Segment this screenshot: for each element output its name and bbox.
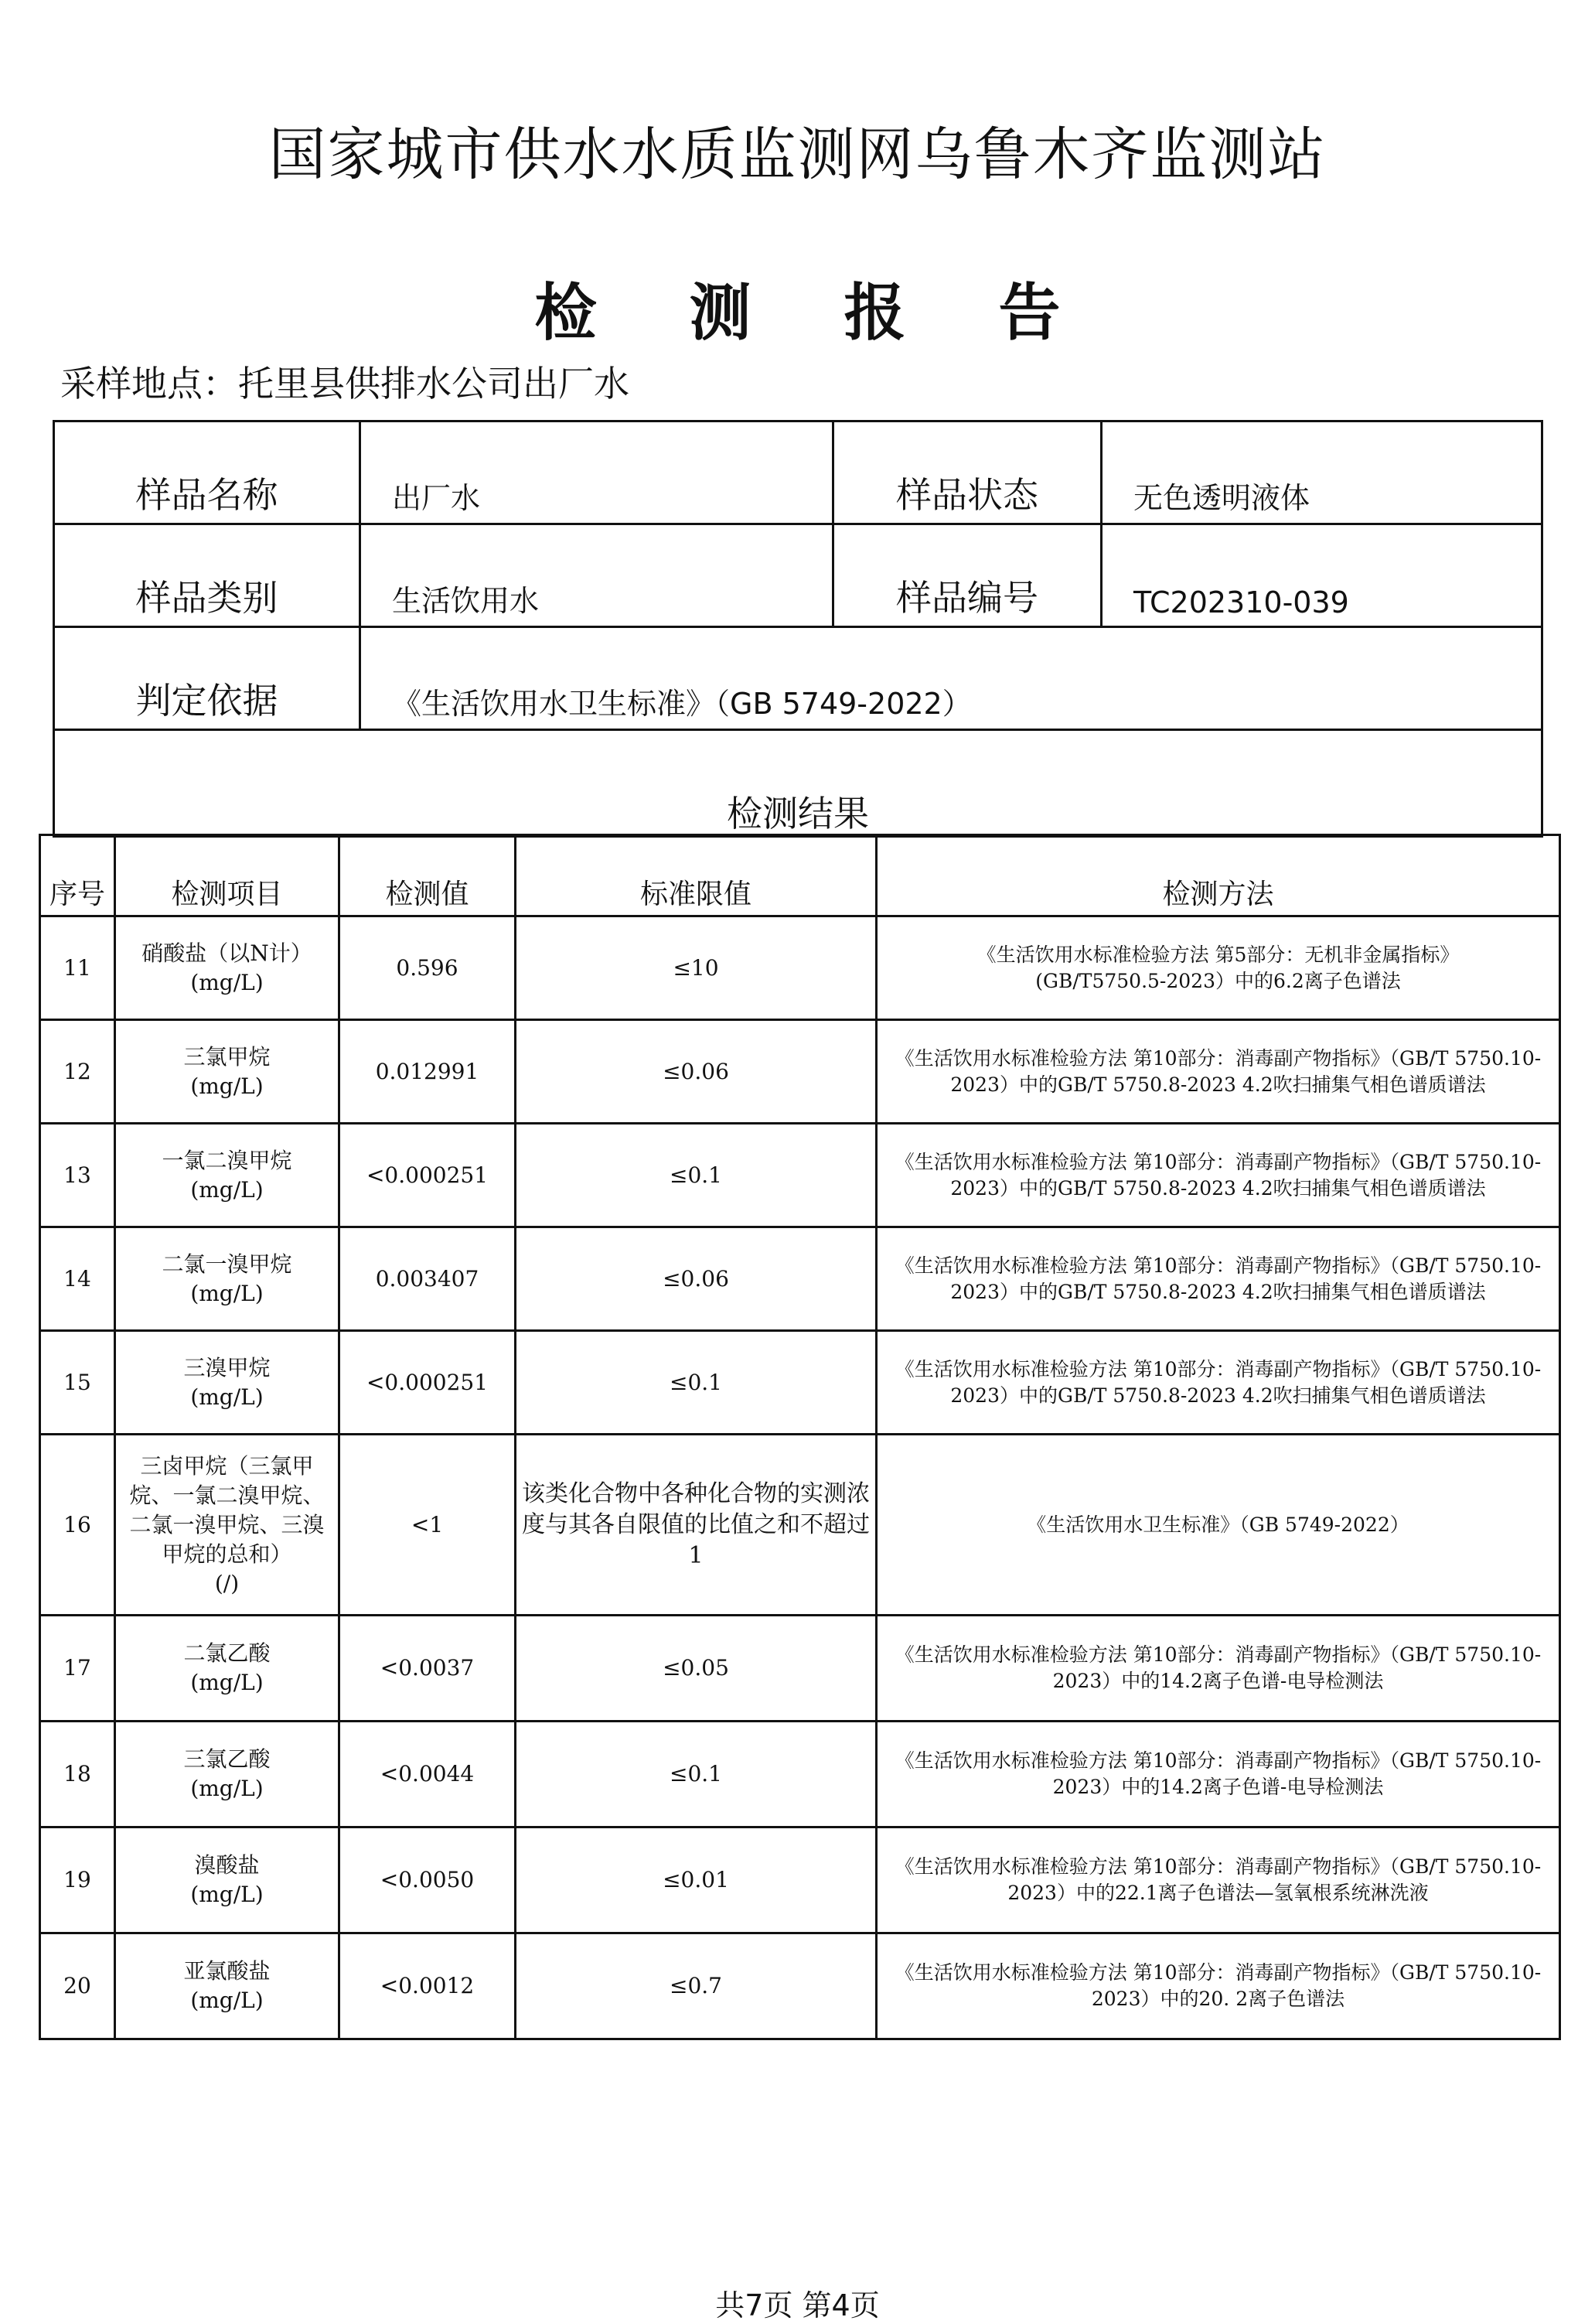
cell-limit: ≤0.06 bbox=[516, 1227, 877, 1331]
report-title: 检测报告 bbox=[534, 277, 1154, 349]
table-row bbox=[40, 1722, 1560, 1827]
sample-info-row-name bbox=[55, 422, 1541, 525]
sample-state-label: 样品状态 bbox=[896, 474, 1038, 516]
cell-method: 《生活饮用水标准检验方法 第10部分：消毒副产物指标》（GB/T 5750.10-2023）中的22.1离子色谱法—氢氧根系统淋洗液 bbox=[877, 1827, 1560, 1933]
results-header-row bbox=[40, 835, 1560, 916]
cell-no: 14 bbox=[40, 1227, 115, 1331]
table-row bbox=[40, 1435, 1560, 1616]
cell-limit: ≤0.7 bbox=[516, 1933, 877, 2039]
cell-no: 13 bbox=[40, 1124, 115, 1227]
page-number: 共7页 第4页 bbox=[715, 2288, 880, 2322]
cell-limit: ≤0.1 bbox=[516, 1722, 877, 1827]
cell-method: 《生活饮用水标准检验方法 第10部分：消毒副产物指标》（GB/T 5750.10-2023）中的20. 2离子色谱法 bbox=[877, 1933, 1560, 2039]
sample-category-value: 生活饮用水 bbox=[392, 584, 540, 618]
org-title: 国家城市供水水质监测网乌鲁木齐监测站 bbox=[268, 121, 1327, 188]
sampling-location: 采样地点：托里县供排水公司出厂水 bbox=[60, 363, 629, 404]
cell-no: 15 bbox=[40, 1331, 115, 1435]
sample-state-value: 无色透明液体 bbox=[1133, 481, 1310, 515]
cell-value: <0.000251 bbox=[339, 1331, 516, 1435]
cell-method: 《生活饮用水标准检验方法 第10部分：消毒副产物指标》（GB/T 5750.10-2023）中的GB/T 5750.8-2023 4.2吹扫捕集气相色谱质谱法 bbox=[877, 1124, 1560, 1227]
cell-value: <0.0037 bbox=[339, 1616, 516, 1722]
cell-method: 《生活饮用水卫生标准》（GB 5749-2022） bbox=[877, 1435, 1560, 1616]
table-row bbox=[40, 916, 1560, 1020]
cell-method: 《生活饮用水标准检验方法 第10部分：消毒副产物指标》（GB/T 5750.10-2023）中的GB/T 5750.8-2023 4.2吹扫捕集气相色谱质谱法 bbox=[877, 1020, 1560, 1124]
cell-item: 三溴甲烷 (mg/L) bbox=[115, 1331, 339, 1435]
cell-value: 0.596 bbox=[339, 916, 516, 1020]
cell-method: 《生活饮用水标准检验方法 第10部分：消毒副产物指标》（GB/T 5750.10-2023）中的GB/T 5750.8-2023 4.2吹扫捕集气相色谱质谱法 bbox=[877, 1331, 1560, 1435]
cell-limit: 该类化合物中各种化合物的实测浓度与其各自限值的比值之和不超过1 bbox=[516, 1435, 877, 1616]
cell-method: 《生活饮用水标准检验方法 第10部分：消毒副产物指标》（GB/T 5750.10-2023）中的14.2离子色谱-电导检测法 bbox=[877, 1616, 1560, 1722]
basis-value: 《生活饮用水卫生标准》（GB 5749-2022） bbox=[392, 687, 972, 721]
table-row bbox=[40, 1227, 1560, 1331]
cell-value: <0.0044 bbox=[339, 1722, 516, 1827]
sample-number-value: TC202310-039 bbox=[1133, 585, 1349, 619]
cell-value: 0.003407 bbox=[339, 1227, 516, 1331]
cell-limit: ≤0.1 bbox=[516, 1331, 877, 1435]
col-header-limit: 标准限值 bbox=[516, 835, 877, 916]
cell-value: <1 bbox=[339, 1435, 516, 1616]
results-table bbox=[39, 834, 1561, 2040]
table-row bbox=[40, 1124, 1560, 1227]
cell-method: 《生活饮用水标准检验方法 第5部分：无机非金属指标》 (GB/T5750.5-2023）中的6.2离子色谱法 bbox=[877, 916, 1560, 1020]
cell-no: 20 bbox=[40, 1933, 115, 2039]
cell-item: 亚氯酸盐 (mg/L) bbox=[115, 1933, 339, 2039]
col-header-value: 检测值 bbox=[339, 835, 516, 916]
cell-value: <0.0012 bbox=[339, 1933, 516, 2039]
sample-category-label: 样品类别 bbox=[135, 577, 278, 619]
cell-item: 一氯二溴甲烷 (mg/L) bbox=[115, 1124, 339, 1227]
table-row bbox=[40, 1020, 1560, 1124]
cell-item: 溴酸盐 (mg/L) bbox=[115, 1827, 339, 1933]
cell-method: 《生活饮用水标准检验方法 第10部分：消毒副产物指标》（GB/T 5750.10-2023）中的14.2离子色谱-电导检测法 bbox=[877, 1722, 1560, 1827]
cell-item: 二氯乙酸 (mg/L) bbox=[115, 1616, 339, 1722]
col-header-item: 检测项目 bbox=[115, 835, 339, 916]
cell-value: <0.0050 bbox=[339, 1827, 516, 1933]
cell-value: 0.012991 bbox=[339, 1020, 516, 1124]
table-row bbox=[40, 1616, 1560, 1722]
cell-no: 18 bbox=[40, 1722, 115, 1827]
cell-method: 《生活饮用水标准检验方法 第10部分：消毒副产物指标》（GB/T 5750.10-2023）中的GB/T 5750.8-2023 4.2吹扫捕集气相色谱质谱法 bbox=[877, 1227, 1560, 1331]
table-row bbox=[40, 1827, 1560, 1933]
sample-number-label: 样品编号 bbox=[896, 577, 1038, 619]
sample-info-grid bbox=[53, 420, 1543, 838]
cell-limit: ≤10 bbox=[516, 916, 877, 1020]
sample-name-value: 出厂水 bbox=[392, 481, 481, 515]
cell-item: 二氯一溴甲烷 (mg/L) bbox=[115, 1227, 339, 1331]
sample-info-row-basis bbox=[55, 628, 1541, 731]
cell-no: 17 bbox=[40, 1616, 115, 1722]
cell-no: 16 bbox=[40, 1435, 115, 1616]
cell-limit: ≤0.1 bbox=[516, 1124, 877, 1227]
cell-value: <0.000251 bbox=[339, 1124, 516, 1227]
cell-limit: ≤0.05 bbox=[516, 1616, 877, 1722]
col-header-method: 检测方法 bbox=[877, 835, 1560, 916]
table-row bbox=[40, 1933, 1560, 2039]
sample-name-label: 样品名称 bbox=[135, 474, 278, 516]
cell-item: 三卤甲烷（三氯甲烷、一氯二溴甲烷、二氯一溴甲烷、三溴甲烷的总和） (/) bbox=[115, 1435, 339, 1616]
cell-item: 三氯甲烷 (mg/L) bbox=[115, 1020, 339, 1124]
sample-info-row-category bbox=[55, 525, 1541, 628]
cell-no: 11 bbox=[40, 916, 115, 1020]
cell-no: 12 bbox=[40, 1020, 115, 1124]
cell-no: 19 bbox=[40, 1827, 115, 1933]
cell-limit: ≤0.01 bbox=[516, 1827, 877, 1933]
basis-label: 判定依据 bbox=[135, 680, 278, 722]
cell-item: 三氯乙酸 (mg/L) bbox=[115, 1722, 339, 1827]
results-section-title: 检测结果 bbox=[727, 793, 869, 834]
col-header-no: 序号 bbox=[40, 835, 115, 916]
cell-limit: ≤0.06 bbox=[516, 1020, 877, 1124]
table-row bbox=[40, 1331, 1560, 1435]
cell-item: 硝酸盐（以N计） (mg/L) bbox=[115, 916, 339, 1020]
